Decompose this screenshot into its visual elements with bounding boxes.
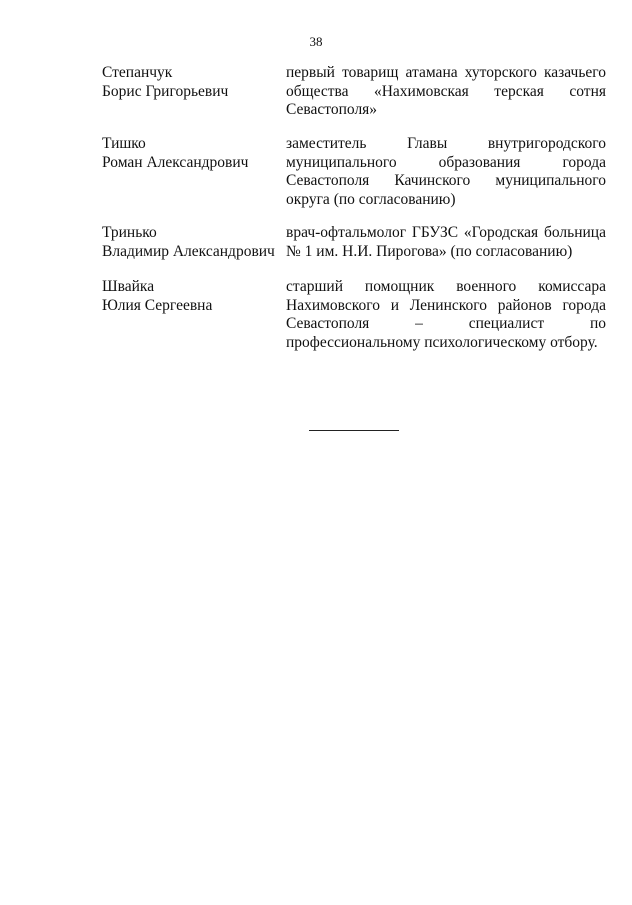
member-name xyxy=(102,278,282,315)
member-given-names: Владимир Александрович xyxy=(102,242,275,260)
member-surname: Швайка xyxy=(102,278,155,295)
member-name xyxy=(102,135,282,172)
member-position: заместитель Главы внутригородского муниципального образования города Севастополя Качинского муниципального округа (по согласованию) xyxy=(286,135,606,208)
member-surname: Тишко xyxy=(102,135,146,152)
member-given-names: Борис Григорьевич xyxy=(102,82,229,100)
end-of-list-rule xyxy=(309,430,399,431)
member-position: первый товарищ атамана хуторского казачьего общества «Нахимовская терская сотня Севастополя» xyxy=(286,64,606,118)
member-surname: Тринько xyxy=(102,224,157,241)
member-given-names: Роман Александрович xyxy=(102,153,249,171)
member-position: врач-офтальмолог ГБУЗС «Городская больница № 1 им. Н.И. Пирогова» (по согласованию) xyxy=(286,224,606,260)
page-number: 38 xyxy=(309,34,323,49)
member-name xyxy=(102,224,282,261)
member-position: старший помощник военного комиссара Нахимовского и Ленинского районов города Севастополя – специалист по профессиональному психологическому отбору. xyxy=(286,278,606,351)
member-surname: Степанчук xyxy=(102,64,173,81)
member-given-names: Юлия Сергеевна xyxy=(102,296,213,314)
member-name xyxy=(102,64,282,101)
